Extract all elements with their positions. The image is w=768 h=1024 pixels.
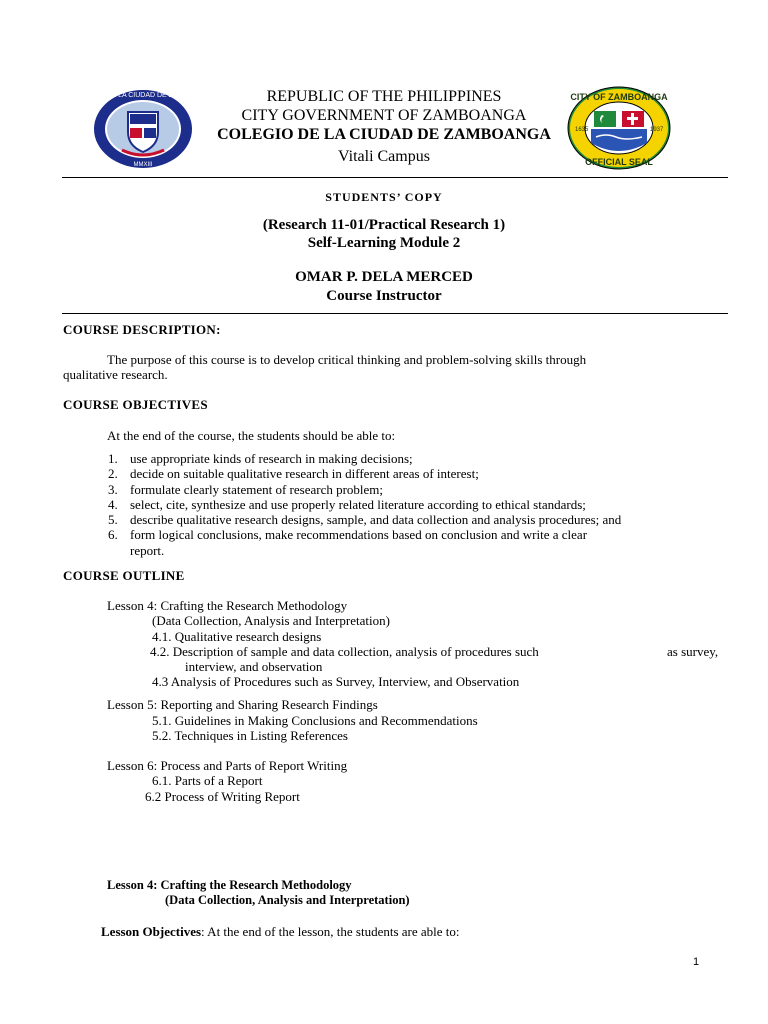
- left-seal-ring-text: COLEGIO DE LA CIUDAD DE ZAMBOANGA: [72, 92, 214, 99]
- objective-number: 2.: [108, 466, 118, 481]
- header-college-name: COLEGIO DE LA CIUDAD DE ZAMBOANGA: [217, 126, 551, 143]
- outline-item: 5.2. Techniques in Listing References: [152, 728, 348, 743]
- outline-lesson4-title: Lesson 4: Crafting the Research Methodology: [107, 598, 348, 613]
- right-seal-right-year: 1937: [650, 127, 664, 133]
- right-seal-left-year: 1635: [575, 127, 589, 133]
- objective-text: decide on suitable qualitative research in different areas of interest;: [130, 466, 479, 481]
- course-title: (Research 11-01/Practical Research 1): [262, 217, 506, 233]
- outline-item: 6.1. Parts of a Report: [152, 773, 263, 788]
- objective-number: 4.: [108, 497, 118, 512]
- outline-lesson4-subtitle: (Data Collection, Analysis and Interpretation): [152, 613, 390, 628]
- objective-text: formulate clearly statement of research problem;: [130, 482, 384, 497]
- instructor-name: OMAR P. DELA MERCED: [295, 269, 473, 285]
- instructor-role: Course Instructor: [326, 288, 442, 304]
- students-copy-label: STUDENTS’ COPY: [325, 190, 443, 204]
- lesson-objectives-line: [101, 924, 460, 940]
- course-description-heading: COURSE DESCRIPTION:: [63, 322, 221, 337]
- outline-item-tail: as survey,: [667, 644, 719, 659]
- course-description-line2: qualitative research.: [63, 367, 168, 382]
- outline-item: 4.1. Qualitative research designs: [152, 629, 322, 644]
- objective-number: 6.: [108, 527, 118, 542]
- page-number: 1: [693, 956, 700, 968]
- objective-text: use appropriate kinds of research in making decisions;: [130, 451, 413, 466]
- header-divider: [62, 177, 728, 178]
- objective-number: 5.: [108, 512, 118, 527]
- objective-number: 3.: [108, 482, 118, 497]
- outline-item: 4.3 Analysis of Procedures such as Survey, Interview, and Observation: [152, 674, 520, 689]
- header-republic: REPUBLIC OF THE PHILIPPINES: [266, 88, 502, 105]
- course-objectives-intro: At the end of the course, the students should be able to:: [107, 428, 396, 443]
- outline-item-continuation: interview, and observation: [185, 659, 323, 674]
- outline-item: 4.2. Description of sample and data collection, analysis of procedures such: [150, 644, 539, 659]
- right-seal-top-text: CITY OF ZAMBOANGA: [570, 92, 668, 102]
- objective-text: form logical conclusions, make recommendations based on conclusion and write a clear: [130, 527, 588, 542]
- course-outline-heading: COURSE OUTLINE: [63, 568, 185, 583]
- objective-text: describe qualitative research designs, sample, and data collection and analysis procedures; and: [130, 512, 622, 527]
- lesson-objectives-text: : At the end of the lesson, the students are able to:: [201, 924, 460, 939]
- right-seal-bottom-text: OFFICIAL SEAL: [585, 157, 653, 167]
- course-objectives-heading: COURSE OBJECTIVES: [63, 397, 208, 412]
- outline-lesson5-title: Lesson 5: Reporting and Sharing Research Findings: [107, 697, 378, 712]
- objective-text: select, cite, synthesize and use properly related literature according to ethical standards;: [130, 497, 586, 512]
- left-seal-bottom-text: MMXIII: [133, 162, 153, 168]
- outline-item: 5.1. Guidelines in Making Conclusions and Recommendations: [152, 713, 478, 728]
- objective-text-continuation: report.: [130, 543, 165, 558]
- outline-lesson6-title: Lesson 6: Process and Parts of Report Writing: [107, 758, 348, 773]
- module-title: Self-Learning Module 2: [307, 235, 461, 251]
- outline-item: 6.2 Process of Writing Report: [145, 789, 300, 804]
- lesson4-heading: Lesson 4: Crafting the Research Methodology: [107, 878, 352, 892]
- title-divider: [62, 313, 728, 314]
- course-description-line1: The purpose of this course is to develop critical thinking and problem-solving skills through: [107, 352, 587, 367]
- header-city-government: CITY GOVERNMENT OF ZAMBOANGA: [241, 107, 527, 124]
- lesson-objectives-label: Lesson Objectives: [101, 924, 202, 939]
- lesson4-subheading: (Data Collection, Analysis and Interpretation): [165, 893, 410, 907]
- header-campus: Vitali Campus: [338, 148, 430, 165]
- objective-number: 1.: [108, 451, 118, 466]
